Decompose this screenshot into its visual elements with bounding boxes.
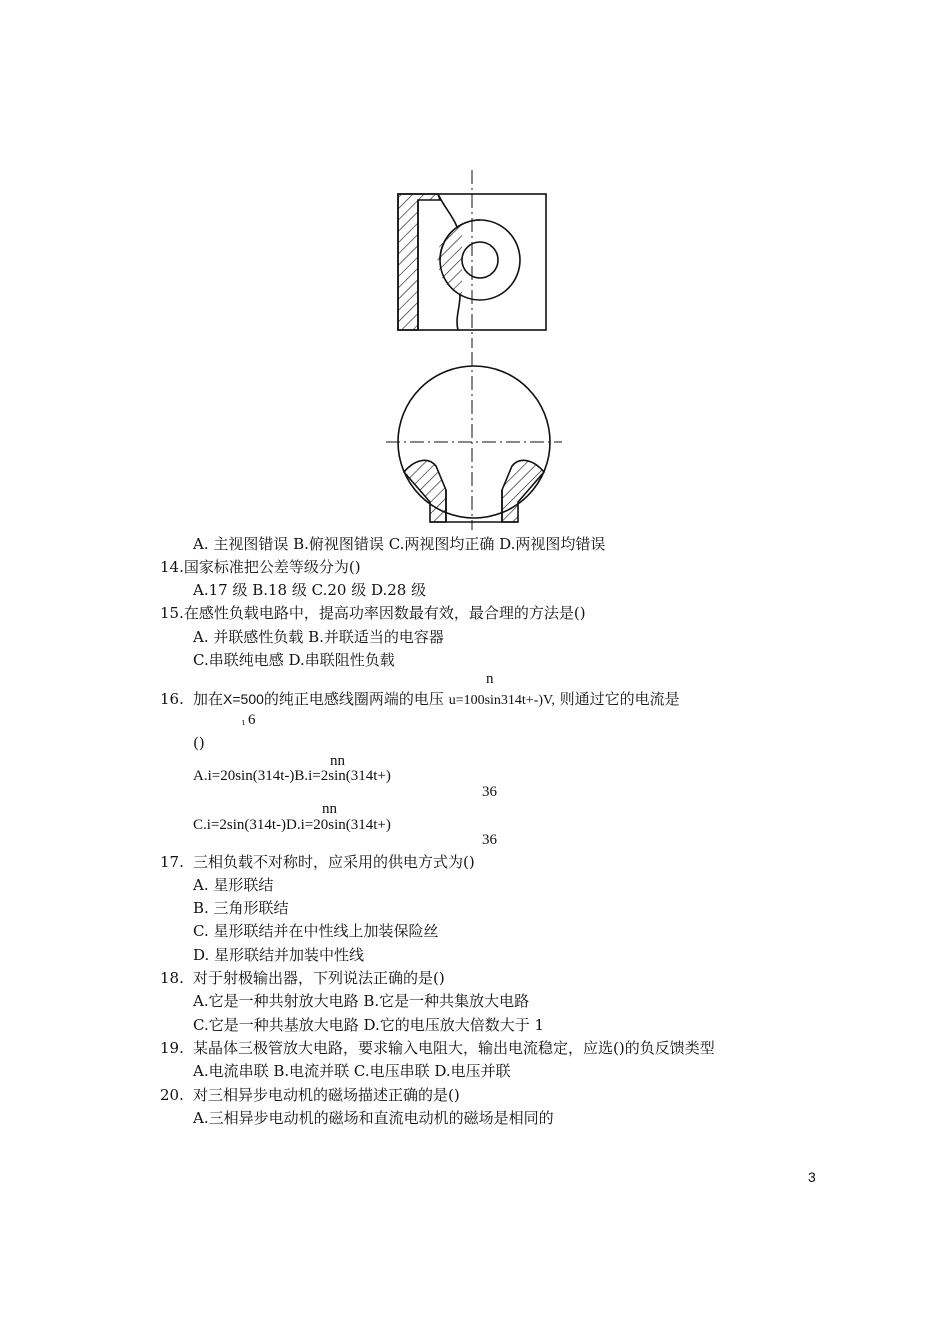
q20-stem: 对三相异步电动机的磁场描述正确的是()	[193, 1086, 460, 1104]
q16-stem-part-a: 加在	[193, 690, 224, 708]
q15-options-line1: A. 并联感性负载 B.并联适当的电容器	[193, 628, 444, 646]
q17-number: 17.	[160, 853, 184, 871]
q16-ab-superscript: nn	[330, 753, 345, 769]
q14-stem: 14.国家标准把公差等级分为()	[160, 558, 361, 576]
q16-stem	[193, 690, 680, 710]
q17-option-d: D. 星形联结并加装中性线	[193, 946, 365, 964]
q16-superscript-n: n	[486, 671, 494, 687]
q15-stem: 15.在感性负载电路中，提高功率因数最有效，最合理的方法是()	[160, 604, 586, 622]
q16-cd-subscript: 36	[482, 832, 497, 848]
q18-options-line2: C.它是一种共基放大电路 D.它的电压放大倍数大于 1	[193, 1016, 545, 1034]
technical-drawing	[380, 170, 570, 530]
q19-options: A.电流串联 B.电流并联 C.电压串联 D.电压并联	[193, 1062, 511, 1080]
q14-options: A.17 级 B.18 级 C.20 级 D.28 级	[193, 581, 427, 599]
q16-subscript-6: 6	[248, 712, 256, 728]
q16-sub-mark: ι	[242, 717, 245, 728]
q16-cd-superscript: nn	[322, 801, 337, 817]
page-number: 3	[808, 1169, 816, 1185]
q16-options-ab: A.i=20sin(314t-)B.i=2sin(314t+)	[193, 768, 391, 784]
q16-number: 16.	[160, 690, 184, 708]
top-view	[386, 352, 562, 530]
q16-stem-part-b: 的纯正电感线圈两端的电压	[263, 690, 444, 708]
q17-option-c: C. 星形联结并在中性线上加装保险丝	[193, 922, 439, 940]
q15-options-line2: C.串联纯电感 D.串联阻性负载	[193, 651, 395, 669]
q18-number: 18.	[160, 969, 184, 987]
q16-stem-part-c: 则通过它的电流是	[559, 690, 680, 708]
q20-option-a: A.三相异步电动机的磁场和直流电动机的磁场是相同的	[193, 1109, 554, 1127]
q16-ab-subscript: 36	[482, 784, 497, 800]
q17-option-a: A. 星形联结	[193, 876, 274, 894]
q18-stem: 对于射极输出器，下列说法正确的是()	[193, 969, 445, 987]
q19-stem: 某晶体三极管放大电路，要求输入电阻大，输出电流稳定，应选()的负反馈类型	[193, 1039, 715, 1057]
q16-stem-x: X=500	[223, 691, 264, 707]
q17-option-b: B. 三角形联结	[193, 899, 289, 917]
q13-options: A. 主视图错误 B.俯视图错误 C.两视图均正确 D.两视图均错误	[193, 535, 606, 553]
q20-number: 20.	[160, 1086, 184, 1104]
q18-options-line1: A.它是一种共射放大电路 B.它是一种共集放大电路	[193, 992, 530, 1010]
q17-stem: 三相负载不对称时，应采用的供电方式为()	[193, 853, 475, 871]
q19-number: 19.	[160, 1039, 184, 1057]
q16-options-cd: C.i=2sin(314t-)D.i=20sin(314t+)	[193, 817, 391, 833]
q16-paren: ()	[193, 734, 205, 752]
q16-stem-u: u=100sin314t+-)V,	[448, 693, 555, 708]
front-view	[398, 170, 546, 348]
